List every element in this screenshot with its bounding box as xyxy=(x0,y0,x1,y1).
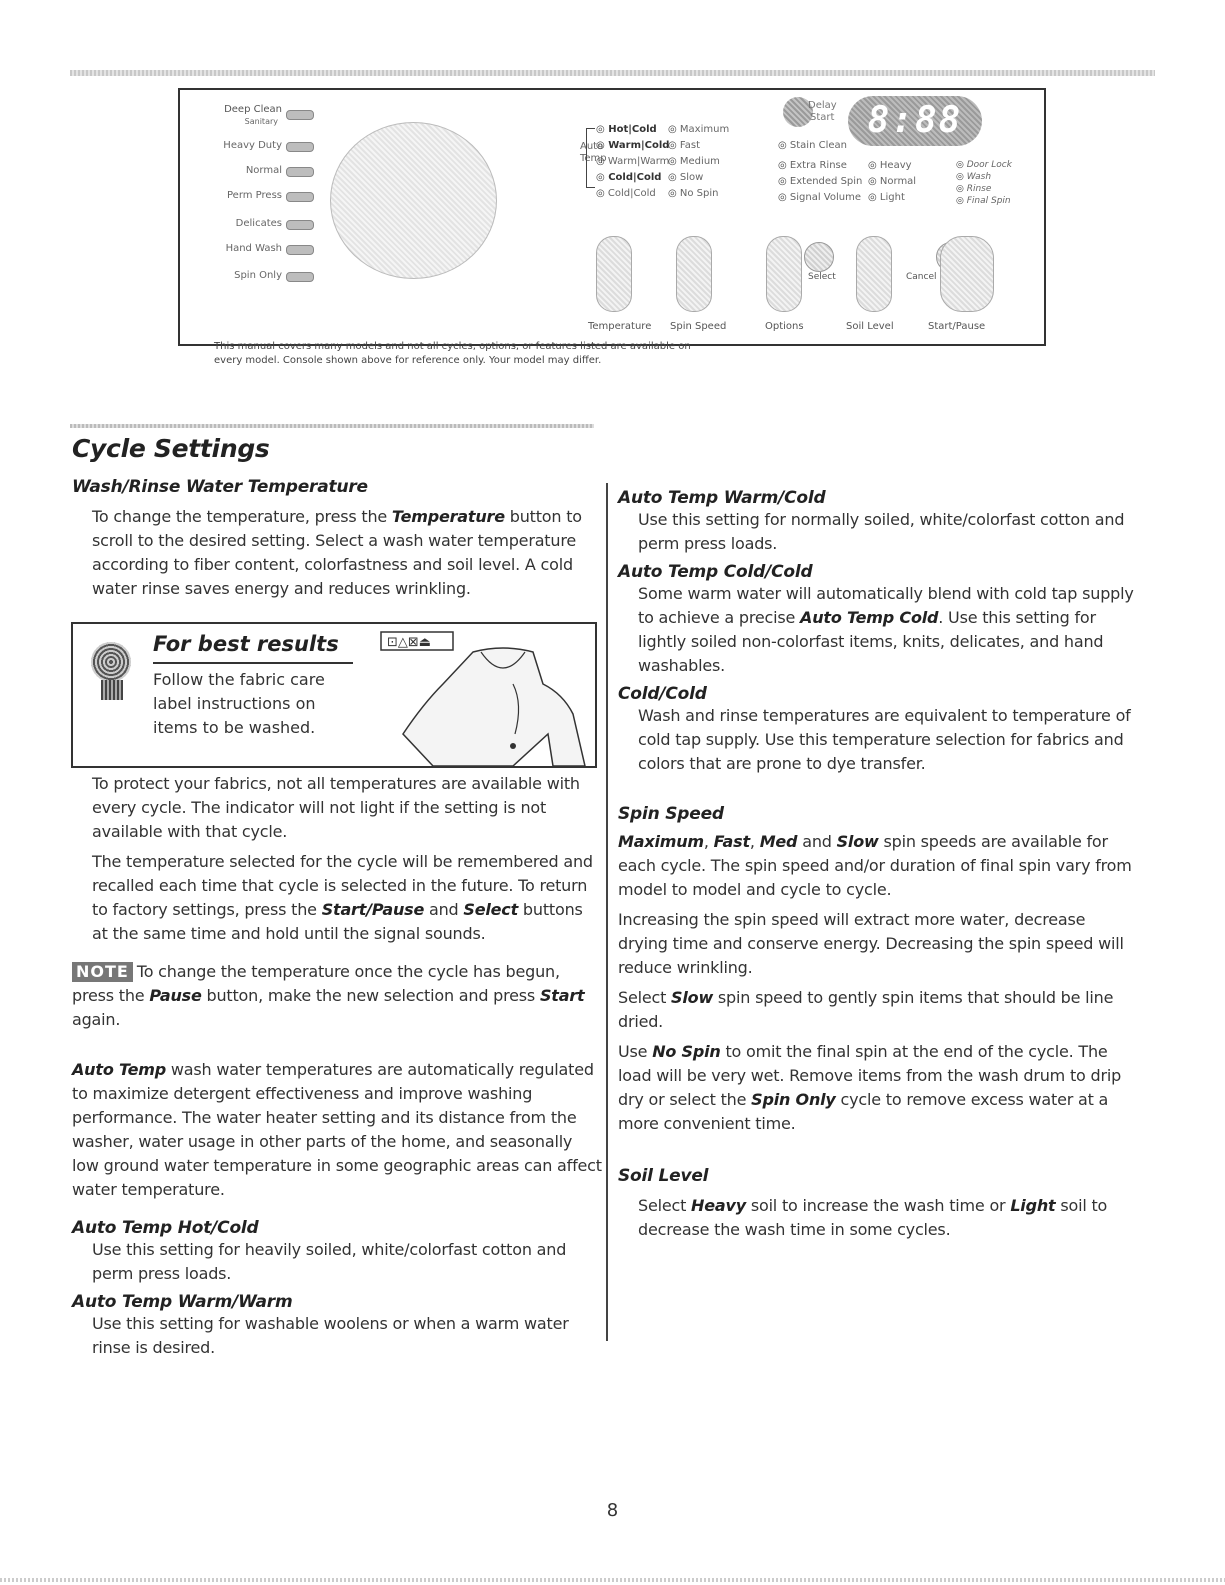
start-label: Start xyxy=(810,112,835,123)
console-disclaimer xyxy=(214,340,814,368)
heading-auto-temp-warm-warm: Auto Temp Warm/Warm xyxy=(72,1292,293,1312)
heading-auto-temp-hot-cold: Auto Temp Hot/Cold xyxy=(72,1218,259,1238)
best-results-box xyxy=(71,622,597,768)
cycle-normal: Normal xyxy=(245,165,282,176)
soil-level-button-label: Soil Level xyxy=(846,321,894,332)
disclaimer-line: This manual covers many models and not all cycles, options, or features listed are available on xyxy=(214,341,691,352)
right-column xyxy=(618,488,1138,1242)
cycle-perm-press: Perm Press xyxy=(227,190,282,201)
section-rule xyxy=(70,424,594,428)
note-badge: NOTE xyxy=(72,962,133,982)
temp-warm-warm: ◎ Warm|Warm xyxy=(596,156,669,167)
shirt-illustration xyxy=(363,624,593,766)
top-rule xyxy=(70,70,1155,76)
cycle-deep-clean: Deep Clean xyxy=(224,104,282,115)
spin-speed-button-label: Spin Speed xyxy=(670,321,727,332)
cycle-selector-dial xyxy=(330,122,497,279)
status-rinse: ◎ Rinse xyxy=(956,184,991,194)
cancel-label: Cancel xyxy=(906,272,937,282)
cycle-led xyxy=(286,142,314,152)
award-ribbon-tail-icon xyxy=(101,680,123,700)
left-column-lower xyxy=(72,772,602,1360)
cycle-led xyxy=(286,220,314,230)
paragraph-no-spin: Use No Spin to omit the final spin at the end of the cycle. The load will be very wet. Remove items from the wash drum to drip dry or select the Spin Only cycle to remove excess water at a more convenient time. xyxy=(618,1042,1122,1133)
time-display: 8:88 xyxy=(848,96,982,146)
cycle-spin-only: Spin Only xyxy=(234,270,282,281)
temp-cold-cold: ◎ Cold|Cold xyxy=(596,188,656,199)
soil-light: ◎ Light xyxy=(868,192,905,203)
paragraph-warm-cold: Use this setting for normally soiled, white/colorfast cotton and perm press loads. xyxy=(638,510,1125,553)
paragraph-auto-cold-cold: Some warm water will automatically blend with cold tap supply to achieve a precise Auto Temp Cold. Use this setting for lightly soiled non-colorfast items, knits, delicates, and hand washables. xyxy=(638,584,1134,675)
award-ribbon-icon xyxy=(91,642,131,682)
cycle-led xyxy=(286,245,314,255)
paragraph-slow-spin: Select Slow spin speed to gently spin items that should be line dried. xyxy=(618,988,1114,1031)
paragraph-auto-temp: Auto Temp wash water temperatures are automatically regulated to maximize detergent effectiveness and improve washing performance. The water heater setting and its distance from the washer, water usage in other parts of the home, and seasonally low ground water temperature in some geographic areas can affect water temperature. xyxy=(72,1060,602,1199)
temp-cold-cold-auto: ◎ Cold|Cold xyxy=(596,172,661,183)
option-extra-rinse: ◎ Extra Rinse xyxy=(778,160,847,171)
cycle-led xyxy=(286,192,314,202)
cycle-hand-wash: Hand Wash xyxy=(225,243,282,254)
paragraph-increasing-spin: Increasing the spin speed will extract more water, decrease drying time and conserve energy. Decreasing the spin speed will reduce wrinkling. xyxy=(618,910,1124,977)
bottom-rule xyxy=(0,1578,1225,1582)
spin-slow: ◎ Slow xyxy=(668,172,703,183)
cycle-heavy-duty: Heavy Duty xyxy=(223,140,282,151)
status-door-lock: ◎ Door Lock xyxy=(956,160,1012,170)
start-pause-button xyxy=(940,236,994,312)
left-column xyxy=(72,477,602,601)
heading-auto-temp-cold-cold: Auto Temp Cold/Cold xyxy=(618,562,813,582)
heading-wash-rinse: Wash/Rinse Water Temperature xyxy=(72,477,368,497)
auto-label: Auto xyxy=(580,141,604,152)
status-wash: ◎ Wash xyxy=(956,172,991,182)
paragraph-temperature-intro: To change the temperature, press the Temperature button to scroll to the desired setting. Select a wash water temperature according to fiber content, colorfastness and soil level. A cold water rinse saves energy and reduces wrinkling. xyxy=(92,507,582,598)
heading-cold-cold: Cold/Cold xyxy=(618,684,707,704)
column-divider xyxy=(606,483,608,1341)
soil-level-button xyxy=(856,236,892,312)
temp-label: Temp xyxy=(580,153,607,164)
spin-fast: ◎ Fast xyxy=(668,140,700,151)
cycle-delicates: Delicates xyxy=(235,218,282,229)
select-button xyxy=(804,242,834,272)
spin-no-spin: ◎ No Spin xyxy=(668,188,719,199)
paragraph-spin-speeds: Maximum, Fast, Med and Slow spin speeds are available for each cycle. The spin speed and/or duration of final spin vary from model to model and cycle to cycle. xyxy=(618,832,1132,899)
paragraph-remembered: The temperature selected for the cycle will be remembered and recalled each time that cycle is selected in the future. To return to factory settings, press the Start/Pause and Select buttons at the same time and hold until the signal sounds. xyxy=(92,852,593,943)
options-button xyxy=(766,236,802,312)
paragraph-cold-cold: Wash and rinse temperatures are equivalent to temperature of cold tap supply. Use this temperature selection for fabrics and colors that are prone to dye transfer. xyxy=(638,706,1131,773)
tip-title: For best results xyxy=(153,632,339,656)
cycle-led xyxy=(286,272,314,282)
tip-text: Follow the fabric care label instructions on items to be washed. xyxy=(153,670,325,737)
cycle-sanitary: Sanitary xyxy=(244,117,278,126)
option-signal-volume: ◎ Signal Volume xyxy=(778,192,861,203)
heading-auto-temp-warm-cold: Auto Temp Warm/Cold xyxy=(618,488,826,508)
svg-text:⊡△⊠⏏: ⊡△⊠⏏ xyxy=(387,635,432,650)
cycle-led xyxy=(286,167,314,177)
temperature-button xyxy=(596,236,632,312)
paragraph-soil-level: Select Heavy soil to increase the wash time or Light soil to decrease the wash time in some cycles. xyxy=(638,1196,1108,1239)
temp-warm-cold: ◎ Warm|Cold xyxy=(596,140,669,151)
select-label: Select xyxy=(808,272,836,282)
spin-medium: ◎ Medium xyxy=(668,156,720,167)
delay-label: Delay xyxy=(808,100,837,111)
cycle-led xyxy=(286,110,314,120)
disclaimer-line: every model. Console shown above for reference only. Your model may differ. xyxy=(214,355,602,366)
option-extended-spin: ◎ Extended Spin xyxy=(778,176,862,187)
soil-heavy: ◎ Heavy xyxy=(868,160,912,171)
options-button-label: Options xyxy=(765,321,804,332)
heading-spin-speed: Spin Speed xyxy=(618,804,724,824)
status-final-spin: ◎ Final Spin xyxy=(956,196,1011,206)
paragraph-hot-cold: Use this setting for heavily soiled, white/colorfast cotton and perm press loads. xyxy=(92,1240,567,1283)
page-number: 8 xyxy=(606,1500,619,1521)
paragraph-warm-warm: Use this setting for washable woolens or when a warm water rinse is desired. xyxy=(92,1314,569,1357)
paragraph-protect-fabrics: To protect your fabrics, not all temperatures are available with every cycle. The indicator will not light if the setting is not available with that cycle. xyxy=(92,774,580,841)
start-pause-button-label: Start/Pause xyxy=(928,321,986,332)
temp-hot-cold: ◎ Hot|Cold xyxy=(596,124,657,135)
page-title: Cycle Settings xyxy=(72,434,270,463)
paragraph-note: NOTE To change the temperature once the cycle has begun, press the Pause button, make the new selection and press Start again. xyxy=(72,962,585,1029)
option-stain-clean: ◎ Stain Clean xyxy=(778,140,847,151)
tip-underline xyxy=(153,662,353,664)
console-illustration xyxy=(178,88,1046,346)
spin-speed-button xyxy=(676,236,712,312)
temperature-button-label: Temperature xyxy=(588,321,652,332)
spin-maximum: ◎ Maximum xyxy=(668,124,729,135)
heading-soil-level: Soil Level xyxy=(618,1166,709,1186)
soil-normal: ◎ Normal xyxy=(868,176,916,187)
